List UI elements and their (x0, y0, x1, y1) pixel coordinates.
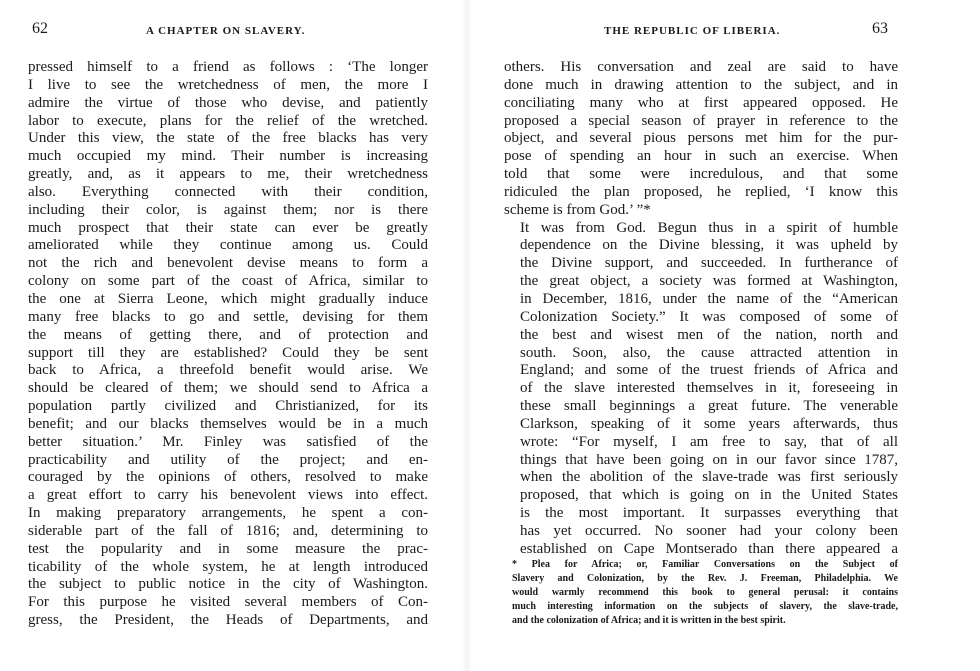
text-line: wrote: “For myself, I am free to say, that of all (520, 433, 898, 450)
text-line: support till they are established? Could they be sent (28, 344, 428, 361)
page-number: 62 (32, 20, 48, 37)
text-line: a great effort to carry his benevolent views into effect. (28, 487, 428, 504)
text-line: things that have been going on in our favor since 1787, (520, 451, 898, 468)
text-line: also. Everything connected with their condition, (28, 183, 428, 200)
text-line: these small beginnings a great future. The venerable (520, 398, 898, 415)
text-line: the one at Sierra Leone, which might gradually induce (28, 290, 428, 307)
left-page-body (28, 59, 428, 630)
text-line: In making preparatory arrangements, he spent a con- (28, 505, 428, 522)
text-line: conciliating many who at first appeared opposed. He (504, 94, 898, 111)
page-number: 63 (872, 20, 888, 37)
right-paragraph-2 (504, 220, 898, 559)
text-line: the great object, a society was formed at Washington, (520, 273, 898, 290)
text-line: established on Cape Montserado than there appeared a (520, 540, 898, 557)
running-head: A CHAPTER ON SLAVERY. (146, 25, 306, 37)
text-line: Slavery and Colonization, by the Rev. J. Freeman, Philadelphia. We (512, 573, 898, 584)
text-line: the subject to public notice in the city of Washington. (28, 576, 428, 593)
text-line: the means of getting there, and of protection and (28, 326, 428, 343)
text-line: pose of spending an hour in such an exercise. When (504, 148, 898, 165)
text-line: done much in drawing attention to the subject, and in (504, 76, 898, 93)
text-line: proposed, that which is going on in the United States (520, 487, 898, 504)
text-line: has yet occurred. No sooner had your colony been (520, 522, 898, 539)
footnote (512, 558, 898, 628)
text-line: back to Africa, a threefold benefit would arise. We (28, 362, 428, 379)
text-line: ameliorated while they continue among us. Could (28, 237, 428, 254)
text-line: couraged by the opinions of others, resolved to make (28, 469, 428, 486)
text-line: Under this view, the state of the free blacks has very (28, 130, 428, 147)
left-page-header (28, 20, 428, 46)
text-line: siderable part of the fall of 1816; and, determining to (28, 522, 428, 539)
text-line: ridiculed the plan proposed, he replied, ‘I know this (504, 183, 898, 200)
text-line: labor to execute, plans for the relief of the wretched. (28, 112, 428, 129)
text-line: admire the virtue of those who devise, and patiently (28, 94, 428, 111)
text-line: England; and some of the truest friends of Africa and (520, 362, 898, 379)
text-line: should be cleared of them; we should send to Africa a (28, 380, 428, 397)
right-page (502, 0, 898, 671)
text-line: Colonization Society.” It was composed of some of (520, 308, 898, 325)
right-paragraph-1 (504, 59, 898, 220)
text-line: of the slave interested themselves in it, foreseeing in (520, 380, 898, 397)
text-line: better situation.’ Mr. Finley was satisfied of the (28, 433, 428, 450)
text-line: greatly, and, as it appears to me, their wretchedness (28, 166, 428, 183)
text-line: many free blacks to go and settle, devising for them (28, 308, 428, 325)
text-line: others. His conversation and zeal are said to have (504, 59, 898, 75)
running-head: THE REPUBLIC OF LIBERIA. (604, 25, 781, 37)
text-line: benefit; and our blacks themselves would be in a much (28, 415, 428, 432)
text-line: Clarkson, speaking of it some years afterwards, thus (520, 415, 898, 432)
text-line: ticability of the whole system, he at length introduced (28, 558, 428, 575)
text-line: pressed himself to a friend as follows : ‘The longer (28, 59, 428, 75)
text-line: gress, the President, the Heads of Departments, and (28, 612, 428, 629)
text-line: much interesting information on the subjects of slavery, the slave-trade, (512, 601, 898, 612)
text-line: the best and wisest men of the nation, north and (520, 326, 898, 343)
text-line: the Divine support, and succeeded. In furtherance of (520, 255, 898, 272)
left-page (28, 0, 428, 671)
right-page-header (502, 20, 898, 46)
text-line: would warmly recommend this book to general perusal: it contains (512, 587, 898, 598)
text-line: practicability and utility of the project; and en- (28, 451, 428, 468)
left-paragraph (28, 59, 428, 630)
book-gutter (462, 0, 472, 671)
text-line: dependence on the Divine blessing, it was upheld by (520, 237, 898, 254)
text-line: proposed a special season of prayer in reference to the (504, 112, 898, 129)
text-line: is the most important. It surpasses everything that (520, 505, 898, 522)
text-line: in December, 1816, under the name of the “American (520, 290, 898, 307)
text-line: south. Soon, also, the cause attracted attention in (520, 344, 898, 361)
text-line: not the rich and benevolent devise means to form a (28, 255, 428, 272)
text-line: told that some were incredulous, and that some (504, 166, 898, 183)
text-line: much occupied my mind. Their number is increasing (28, 148, 428, 165)
text-line: population partly civilized and Christianized, for its (28, 398, 428, 415)
right-page-body (504, 59, 898, 559)
text-line: It was from God. Begun thus in a spirit of humble (520, 219, 898, 236)
text-line: and the colonization of Africa; and it is written in the best spirit. (512, 615, 786, 626)
text-line: I live to see the wretchedness of men, the more I (28, 76, 428, 93)
text-line: object, and several pious persons met him for the pur- (504, 130, 898, 147)
text-line: * Plea for Africa; or, Familiar Conversations on the Subject of (512, 559, 898, 570)
text-line: much prospect that their state can ever be greatly (28, 219, 428, 236)
text-line: scheme is from God.’ ”* (504, 201, 651, 218)
text-line: test the popularity and in some measure the prac- (28, 540, 428, 557)
text-line: when the abolition of the slave-trade was first seriously (520, 469, 898, 486)
text-line: including their color, is against them; nor is there (28, 201, 428, 218)
text-line: colony on some part of the coast of Africa, similar to (28, 273, 428, 290)
text-line: For this purpose he visited several members of Con- (28, 594, 428, 611)
